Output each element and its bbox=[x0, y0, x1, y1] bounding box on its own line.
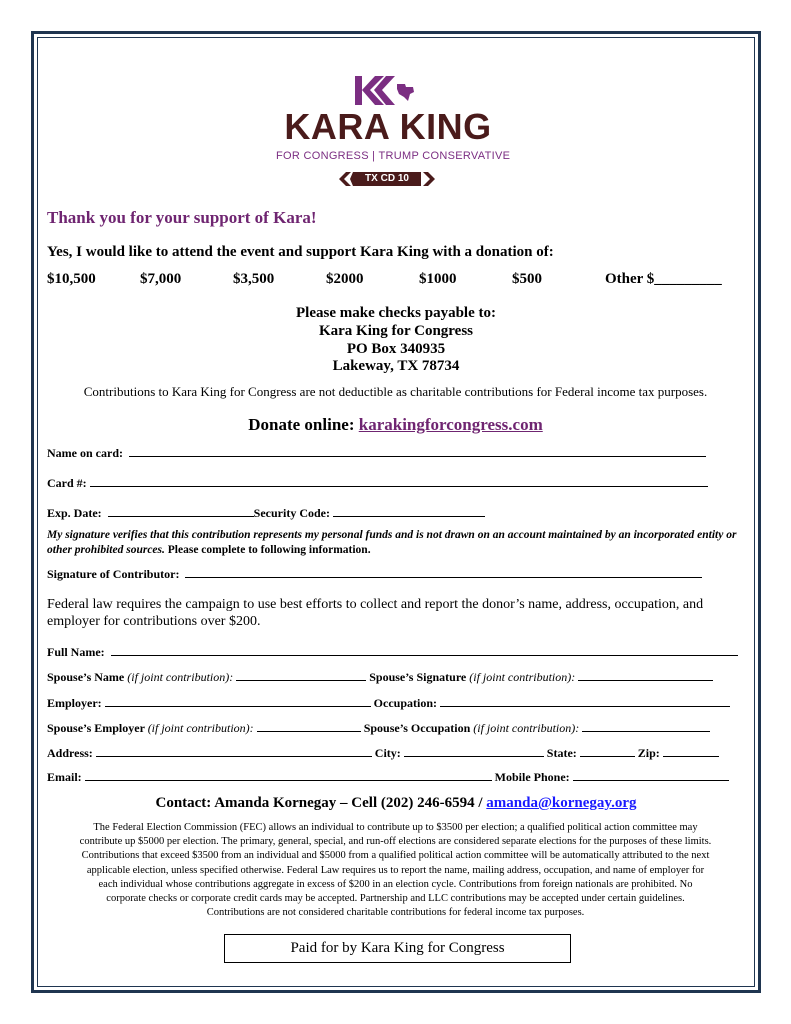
contact-text: Contact: Amanda Kornegay – Cell (202) 246-6594 / bbox=[155, 795, 483, 811]
amount-option[interactable]: $2000 bbox=[326, 271, 364, 287]
thank-you-heading: Thank you for your support of Kara! bbox=[47, 208, 317, 227]
district-badge-text: TX CD 10 bbox=[365, 173, 409, 184]
donate-online-link[interactable]: karakingforcongress.com bbox=[358, 415, 543, 434]
amount-option[interactable]: $1000 bbox=[419, 271, 457, 287]
spouse-name-input[interactable] bbox=[236, 680, 366, 681]
checks-heading: Please make checks payable to: bbox=[296, 305, 496, 321]
email-input[interactable] bbox=[85, 780, 492, 781]
spouse-signature-input[interactable] bbox=[578, 680, 713, 681]
amount-option-other[interactable]: Other $_________ bbox=[605, 271, 722, 287]
mobile-label: Mobile Phone: bbox=[494, 770, 570, 784]
fec-notice-line: contribute up $5000 per election. The primary, general, special, and run-off elections are considered separate elections for the purposes of these limits. bbox=[79, 836, 712, 848]
amount-option[interactable]: $3,500 bbox=[233, 271, 275, 287]
spouse-employer-label: Spouse’s Employer bbox=[47, 721, 145, 735]
employer-row bbox=[47, 696, 730, 711]
signature-label: Signature of Contributor: bbox=[47, 567, 180, 581]
employer-input[interactable] bbox=[105, 706, 371, 707]
full-name-input[interactable] bbox=[111, 655, 738, 656]
donation-prompt: Yes, I would like to attend the event and support Kara King with a donation of: bbox=[47, 244, 554, 260]
zip-input[interactable] bbox=[663, 756, 719, 757]
signature-row bbox=[47, 567, 702, 582]
security-code-input[interactable] bbox=[333, 516, 485, 517]
fec-notice-line: applicable election, unless specified otherwise. Federal Law requires us to report the name, mailing address, occupation, and name of employer for bbox=[86, 864, 705, 876]
joint-note: (if joint contribution): bbox=[469, 670, 576, 684]
checks-po-box: PO Box 340935 bbox=[346, 341, 446, 357]
signature-notice-normal: Please complete to following information. bbox=[167, 544, 371, 556]
card-number-input[interactable] bbox=[90, 486, 708, 487]
signature-input[interactable] bbox=[185, 577, 702, 578]
name-on-card-input[interactable] bbox=[129, 456, 706, 457]
fec-notice-line: each individual whose contributions aggregate in excess of $200 in an election cycle. Contributions from foreign nationals are prohibited. No bbox=[98, 878, 693, 890]
spouse-occupation-label: Spouse’s Occupation bbox=[363, 721, 471, 735]
spouse-occupation-input[interactable] bbox=[582, 731, 710, 732]
joint-note: (if joint contribution): bbox=[147, 721, 254, 735]
joint-note: (if joint contribution): bbox=[473, 721, 580, 735]
fec-notice bbox=[40, 821, 751, 920]
deductible-notice: Contributions to Kara King for Congress are not deductible as charitable contributions for Federal income tax purposes. bbox=[83, 384, 708, 399]
fec-notice-line: The Federal Election Commission (FEC) allows an individual to contribute up to $3500 per election; a qualified political action committee may bbox=[93, 822, 698, 833]
contact-email-link[interactable]: amanda@kornegay.org bbox=[486, 795, 637, 811]
spouse-name-label: Spouse’s Name bbox=[47, 670, 125, 684]
mobile-input[interactable] bbox=[573, 780, 729, 781]
address-label: Address: bbox=[47, 746, 93, 760]
fec-notice-line: Contributions are not considered charitable contributions for federal income tax purposes. bbox=[206, 907, 585, 919]
logo-name: KARA KING bbox=[284, 106, 492, 147]
checks-payee: Kara King for Congress bbox=[318, 323, 474, 339]
exp-date-input[interactable] bbox=[108, 516, 254, 517]
fec-notice-line: corporate checks or corporate credit cards may be accepted. Partnership and LLC contributions may be accepted under certain guidelines. bbox=[106, 893, 685, 905]
contact-line bbox=[80, 795, 712, 812]
state-input[interactable] bbox=[580, 756, 635, 757]
signature-notice bbox=[47, 528, 747, 558]
spouse-signature-label: Spouse’s Signature bbox=[369, 670, 467, 684]
security-code-label: Security Code: bbox=[253, 506, 330, 520]
name-on-card-label: Name on card: bbox=[47, 446, 123, 460]
email-label: Email: bbox=[47, 770, 82, 784]
logo-subtitle: FOR CONGRESS | TRUMP CONSERVATIVE bbox=[276, 150, 511, 162]
spouse-name-row bbox=[47, 670, 713, 685]
amount-option[interactable]: $10,500 bbox=[47, 271, 96, 287]
joint-note: (if joint contribution): bbox=[127, 670, 234, 684]
federal-law-notice: Federal law requires the campaign to use best efforts to collect and report the donor’s name, address, occupation, and employer for contributions over $200. bbox=[47, 597, 704, 629]
card-number-row bbox=[47, 476, 708, 491]
full-name-label: Full Name: bbox=[47, 645, 105, 659]
name-on-card-row bbox=[47, 446, 706, 461]
kk-logo-mark-icon bbox=[353, 74, 421, 108]
amount-option[interactable]: $500 bbox=[512, 271, 542, 287]
donate-online-label: Donate online: bbox=[248, 415, 355, 434]
occupation-label: Occupation: bbox=[373, 696, 437, 710]
checks-city: Lakeway, TX 78734 bbox=[332, 358, 460, 374]
donate-online bbox=[140, 415, 651, 435]
signature-notice-italic: My signature verifies that this contribution represents my personal funds and is not drawn on an account maintained by an incorporated entity or other prohibited sources. bbox=[47, 529, 737, 556]
city-label: City: bbox=[374, 746, 401, 760]
full-name-row bbox=[47, 645, 738, 660]
exp-date-label: Exp. Date: bbox=[47, 506, 102, 520]
email-row bbox=[47, 770, 729, 785]
fec-notice-line: Contributions that exceed $3500 from an individual and $5000 from a qualified political action committee will be automatically attributed to the next bbox=[81, 850, 710, 862]
spouse-employer-input[interactable] bbox=[257, 731, 361, 732]
exp-security-row bbox=[47, 506, 485, 521]
paid-for-box: Paid for by Kara King for Congress bbox=[224, 934, 571, 963]
spouse-employer-row bbox=[47, 721, 710, 736]
city-input[interactable] bbox=[404, 756, 544, 757]
amount-option[interactable]: $7,000 bbox=[140, 271, 182, 287]
occupation-input[interactable] bbox=[440, 706, 730, 707]
employer-label: Employer: bbox=[47, 696, 102, 710]
zip-label: Zip: bbox=[637, 746, 660, 760]
state-label: State: bbox=[546, 746, 577, 760]
card-number-label: Card #: bbox=[47, 476, 87, 490]
address-row bbox=[47, 746, 719, 761]
address-input[interactable] bbox=[96, 756, 372, 757]
